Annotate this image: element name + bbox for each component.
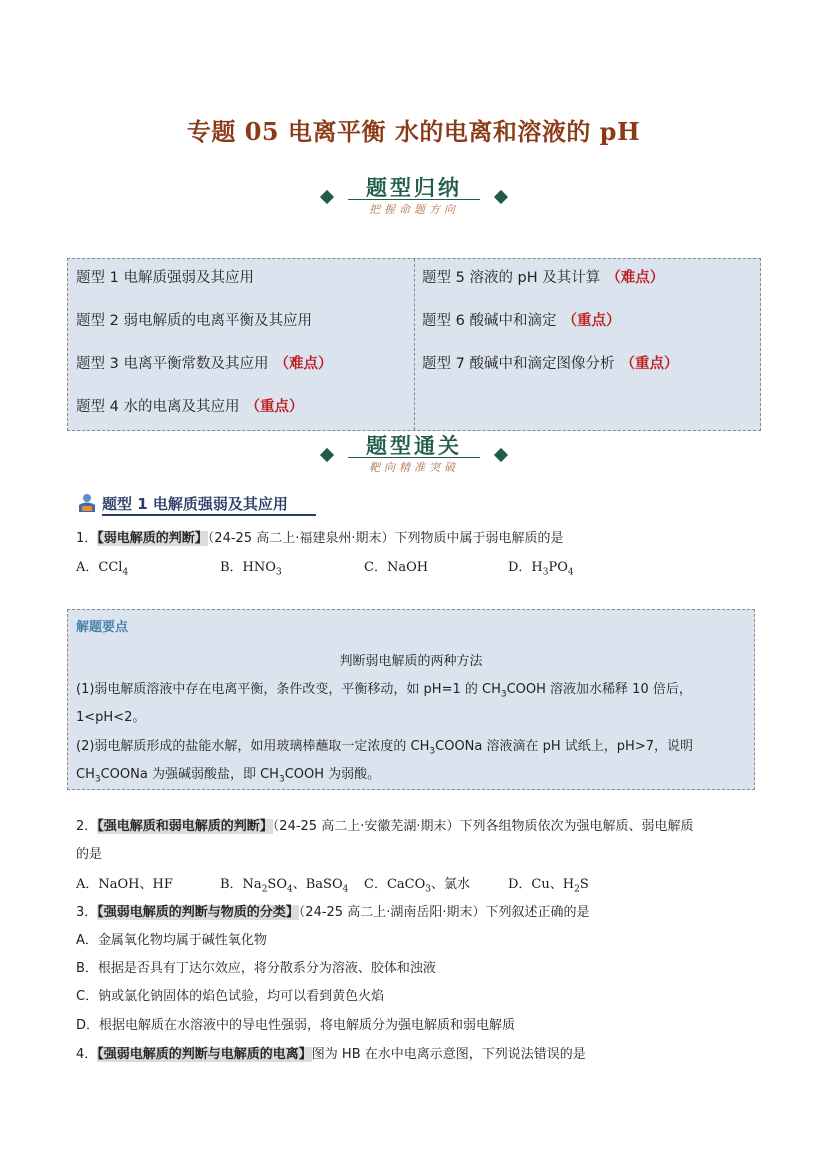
option-d[interactable]: D．根据电解质在水溶液中的导电性强弱，将电解质分为强电解质和弱电解质 (76, 1018, 516, 1033)
page-title: 专题 05 电离平衡 水的电离和溶液的 pH (186, 117, 641, 146)
question-2: 2．【强电解质和弱电解质的判断】（24-25 高二上·安徽芜湖·期末）下列各组物质依次为强电解质、弱电解质 (76, 819, 694, 834)
section-title: 题型 1 电解质强弱及其应用 (102, 495, 288, 513)
toc-box (67, 258, 761, 431)
option-c[interactable]: C．NaOH (364, 560, 429, 575)
question-3: 3．【强弱电解质的判断与物质的分类】（24-25 高二上·湖南岳阳·期末）下列叙述正确的是 (76, 905, 590, 920)
student-icon (76, 493, 98, 513)
banner-heading: 题型通关 (366, 434, 462, 458)
toc-item[interactable]: 题型 7 酸碱中和滴定图像分析 （重点） (422, 356, 679, 372)
question-2-cont: 的是 (76, 847, 103, 862)
option-a[interactable]: A．NaOH、HF (76, 877, 173, 892)
section-heading (76, 492, 326, 516)
option-b[interactable]: B．$HNO_3$ (220, 560, 282, 578)
option-c[interactable]: C．CaCO$_3$、氯水 (364, 877, 470, 895)
toc-item[interactable]: 题型 6 酸碱中和滴定 （重点） (422, 313, 621, 329)
question-4: 4．【强弱电解质的判断与电解质的电离】图为 HB 在水中电离示意图，下列说法错误的是 (76, 1047, 586, 1062)
tips-line: $CH_3COONa$ 为强碱弱酸盐，即 $CH_3COOH$ 为弱酸。 (76, 767, 381, 785)
option-a[interactable]: A．金属氧化物均属于碱性氧化物 (76, 933, 267, 948)
tips-box (67, 609, 755, 790)
toc-divider (414, 259, 415, 430)
tips-heading: 解题要点 (76, 620, 129, 635)
section-banner-summary (320, 172, 508, 220)
option-c[interactable]: C．钠或氯化钠固体的焰色试验，均可以看到黄色火焰 (76, 989, 385, 1004)
toc-item[interactable]: 题型 3 电离平衡常数及其应用 （难点） (76, 356, 333, 372)
option-b[interactable]: B．根据是否具有丁达尔效应，将分散系分为溶液、胶体和浊液 (76, 961, 436, 976)
toc-item[interactable]: 题型 5 溶液的 pH 及其计算 （难点） (422, 270, 665, 286)
section-underline (102, 514, 316, 516)
tips-subtitle: 判断弱电解质的两种方法 (339, 654, 483, 669)
option-b[interactable]: B．$Na_2SO_4$、BaSO$_4$ (220, 877, 349, 895)
option-d[interactable]: D．$H_3PO_4$ (508, 560, 574, 578)
banner-heading: 题型归纳 (366, 176, 462, 200)
tips-line: (2)弱电解质形成的盐能水解，如用玻璃棒蘸取一定浓度的 $CH_3COONa$ 溶液滴在 pH 试纸上，pH>7，说明 (76, 739, 693, 757)
section-banner-practice (320, 430, 508, 478)
tips-line: 1<pH<2。 (76, 710, 146, 725)
toc-item[interactable]: 题型 1 电解质强弱及其应用 (76, 270, 254, 286)
tips-line: (1)弱电解质溶液中存在电离平衡，条件改变，平衡移动，如 pH=1 的 $CH_3COOH$ 溶液加水稀释 10 倍后， (76, 682, 692, 700)
toc-item[interactable]: 题型 4 水的电离及其应用 （重点） (76, 399, 304, 415)
banner-subheading: 靶向精准突破 (369, 461, 459, 474)
toc-item[interactable]: 题型 2 弱电解质的电离平衡及其应用 (76, 313, 312, 329)
option-d[interactable]: D．Cu、$H_2S$ (508, 877, 589, 895)
option-a[interactable]: A．CCl$_4$ (76, 560, 129, 578)
question-1: 1．【弱电解质的判断】（24-25 高二上·福建泉州·期末）下列物质中属于弱电解质的是 (76, 531, 564, 546)
banner-subheading: 把握命题方向 (369, 203, 459, 216)
